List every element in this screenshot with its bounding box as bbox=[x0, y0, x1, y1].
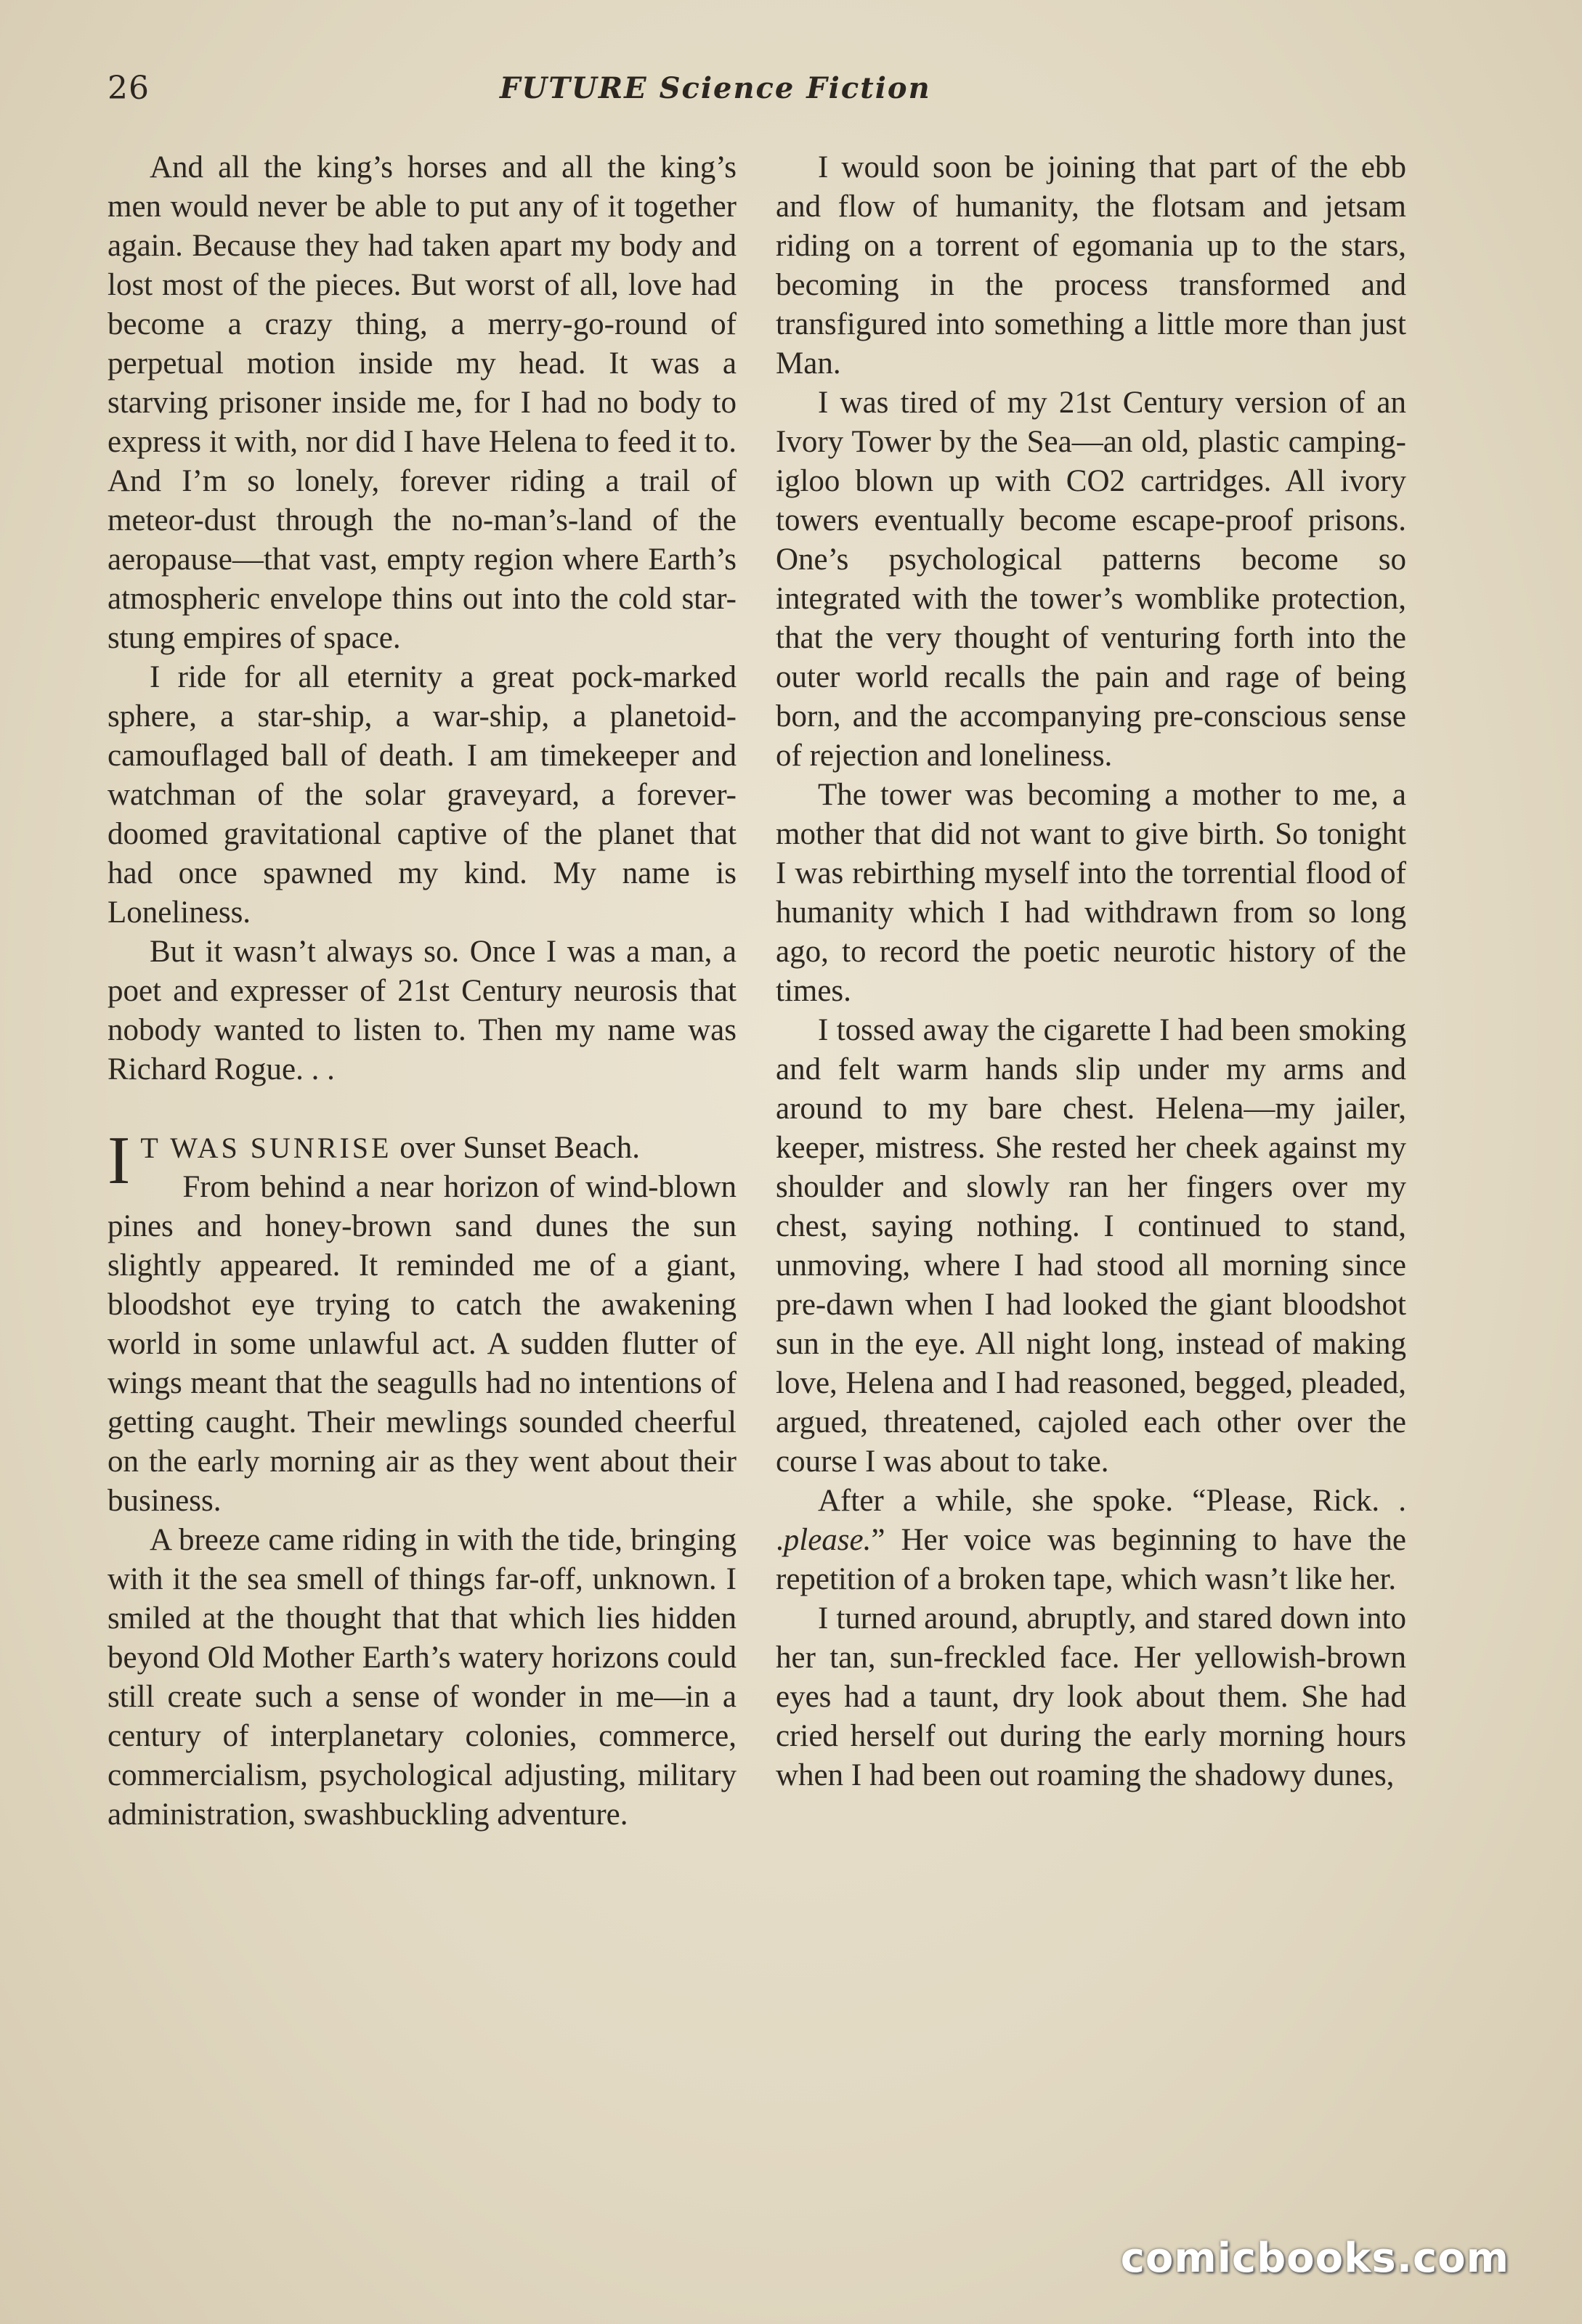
right-column bbox=[776, 148, 1406, 1795]
page-number: 26 bbox=[108, 70, 150, 107]
paragraph: I tossed away the cigarette I had been smoking and felt warm hands slip under my arms and around to my bare chest. Helena—my jailer, keeper, mistress. She rested her cheek against my shoulder and slowly ran her fingers over my chest, saying nothing. I continued to stand, unmoving, where I had stood all morning since pre-dawn when I had looked the giant bloodshot sun in the eye. All night long, instead of making love, Helena and I had reasoned, begged, pleaded, argued, threatened, cajoled each other over the course I was about to take. bbox=[776, 1013, 1406, 1479]
paragraph: The tower was becoming a mother to me, a mother that did not want to give birth. So tonight I was rebirthing myself into the torrential flood of humanity which I had withdrawn from so long ago, to record the poetic neurotic history of the times. bbox=[776, 778, 1406, 1008]
paragraph-text: ” Her voice was beginning to have the repetition of a broken tape, which wasn’t like her. bbox=[776, 1523, 1406, 1596]
paragraph: But it wasn’t always so. Once I was a man, a poet and expresser of 21st Century neurosis that nobody wanted to listen to. Then my name was Richard Rogue. . . bbox=[108, 935, 737, 1086]
watermark-logo: comicbooks.com bbox=[1120, 2235, 1509, 2282]
page-header bbox=[108, 67, 1415, 118]
paragraph: And all the king’s horses and all the king’s men would never be able to put any of it together again. Because they had taken apart my body and lost most of the pieces. But worst of all, love had become a crazy thing, a merry-go-round of perpetual motion inside my head. It was a starving prisoner inside me, for I had no body to express it with, nor did I have Helena to feed it to. And I’m so lonely, forever riding a trail of meteor-dust through the no-man’s-land of the aeropause—that vast, empty region where Earth’s atmospheric envelope thins out into the cold star-stung empires of space. bbox=[108, 150, 737, 655]
section-opening-paragraph bbox=[108, 1123, 737, 1198]
paragraph-text: over Sunset Beach. bbox=[392, 1131, 640, 1165]
paragraph: I turned around, abruptly, and stared down into her tan, sun-freckled face. Her yellowish-brown eyes had a taunt, dry look about them. She had cried herself out during the early morning hours when I had been out roaming the shadowy dunes, bbox=[776, 1601, 1406, 1792]
italic-word: please. bbox=[783, 1523, 872, 1557]
paragraph: I would soon be joining that part of the ebb and flow of humanity, the flotsam and jetsam riding on a torrent of egomania up to the stars, becoming in the process transformed and transfigured into something a little more than just Man. bbox=[776, 150, 1406, 381]
running-title: FUTURE Science Fiction bbox=[500, 71, 931, 105]
paragraph: I was tired of my 21st Century version of an Ivory Tower by the Sea—an old, plastic camping-igloo blown up with CO2 cartridges. All ivory towers eventually become escape-proof prisons. One’s psychological patterns become so integrated with the tower’s womblike protection, that the very thought of venturing forth into the outer world recalls the pain and rage of being born, and the accompanying pre-conscious sense of rejection and loneliness. bbox=[776, 386, 1406, 773]
small-caps-lead: T WAS SUNRISE bbox=[140, 1131, 392, 1164]
paragraph: A breeze came riding in with the tide, bringing with it the sea smell of things far-off, unknown. I smiled at the thought that that which lies hidden beyond Old Mother Earth’s watery horizons could still create such a sense of wonder in me—in a century of interplanetary colonies, commerce, commercialism, psychological adjusting, military administration, swashbuckling adventure. bbox=[108, 1523, 737, 1832]
paragraph-text: After a while, she spoke. “Please, Rick. . . bbox=[776, 1484, 1406, 1557]
left-column bbox=[108, 148, 737, 1835]
paragraph bbox=[776, 1482, 1406, 1599]
paragraph: From behind a near horizon of wind-blown pines and honey-brown sand dunes the sun slightly appeared. It reminded me of a giant, bloodshot eye trying to catch the awakening world in some unlawful act. A sudden flutter of wings meant that the seagulls had no intentions of getting caught. Their mewlings sounded cheerful on the early morning air as they went about their business. bbox=[108, 1170, 737, 1518]
paragraph: I ride for all eternity a great pock-marked sphere, a star-ship, a war-ship, a planetoid-camouflaged ball of death. I am timekeeper and watchman of the solar graveyard, a forever-doomed gravitational captive of the planet that had once spawned my kind. My name is Loneliness. bbox=[108, 660, 737, 930]
drop-cap: I bbox=[108, 1123, 131, 1198]
